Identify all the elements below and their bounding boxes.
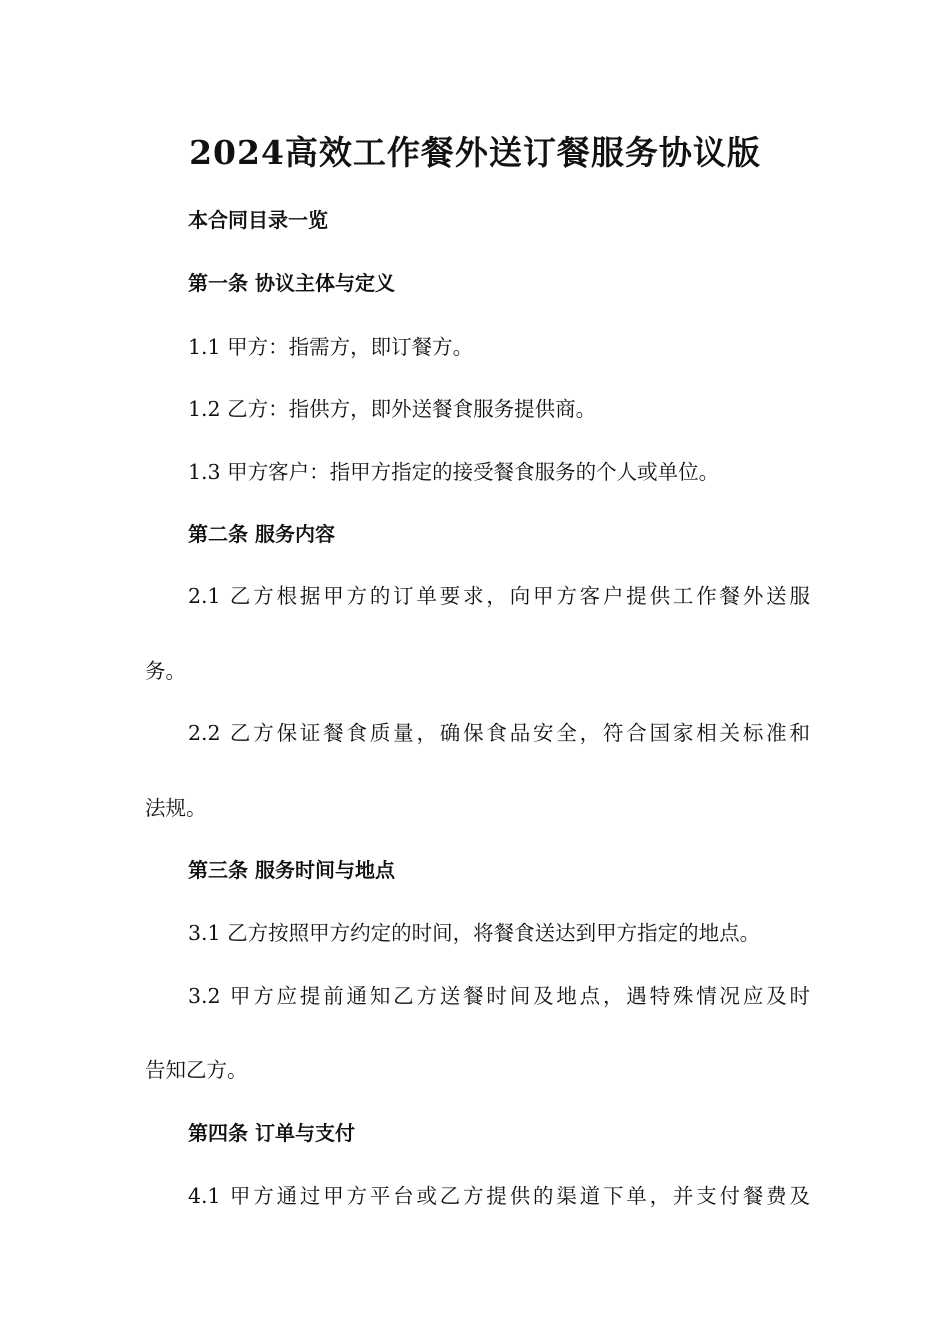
clause-4-1-line-1: 4.1 甲方通过甲方平台或乙方提供的渠道下单，并支付餐费及	[188, 1184, 810, 1208]
clause-3-2-line-1: 3.2 甲方应提前通知乙方送餐时间及地点，遇特殊情况应及时	[188, 984, 810, 1008]
clause-1-2: 1.2 乙方：指供方，即外送餐食服务提供商。	[188, 397, 597, 421]
clause-2-2-line-2: 法规。	[145, 796, 207, 820]
clause-3-1: 3.1 乙方按照甲方约定的时间，将餐食送达到甲方指定的地点。	[188, 921, 761, 945]
clause-3-2-line-2: 告知乙方。	[145, 1058, 248, 1082]
section-4-heading: 第四条 订单与支付	[188, 1121, 355, 1145]
section-2-heading: 第二条 服务内容	[188, 522, 335, 546]
document-title: 2024高效工作餐外送订餐服务协议版	[189, 133, 761, 172]
clause-1-1: 1.1 甲方：指需方，即订餐方。	[188, 335, 474, 359]
clause-1-3: 1.3 甲方客户：指甲方指定的接受餐食服务的个人或单位。	[188, 460, 720, 484]
section-3-heading: 第三条 服务时间与地点	[188, 858, 395, 882]
toc-heading: 本合同目录一览	[188, 208, 328, 232]
section-1-heading: 第一条 协议主体与定义	[188, 271, 395, 295]
clause-2-1-line-1: 2.1 乙方根据甲方的订单要求，向甲方客户提供工作餐外送服	[188, 584, 810, 608]
clause-2-2-line-1: 2.2 乙方保证餐食质量，确保食品安全，符合国家相关标准和	[188, 721, 810, 745]
clause-2-1-line-2: 务。	[145, 659, 186, 683]
